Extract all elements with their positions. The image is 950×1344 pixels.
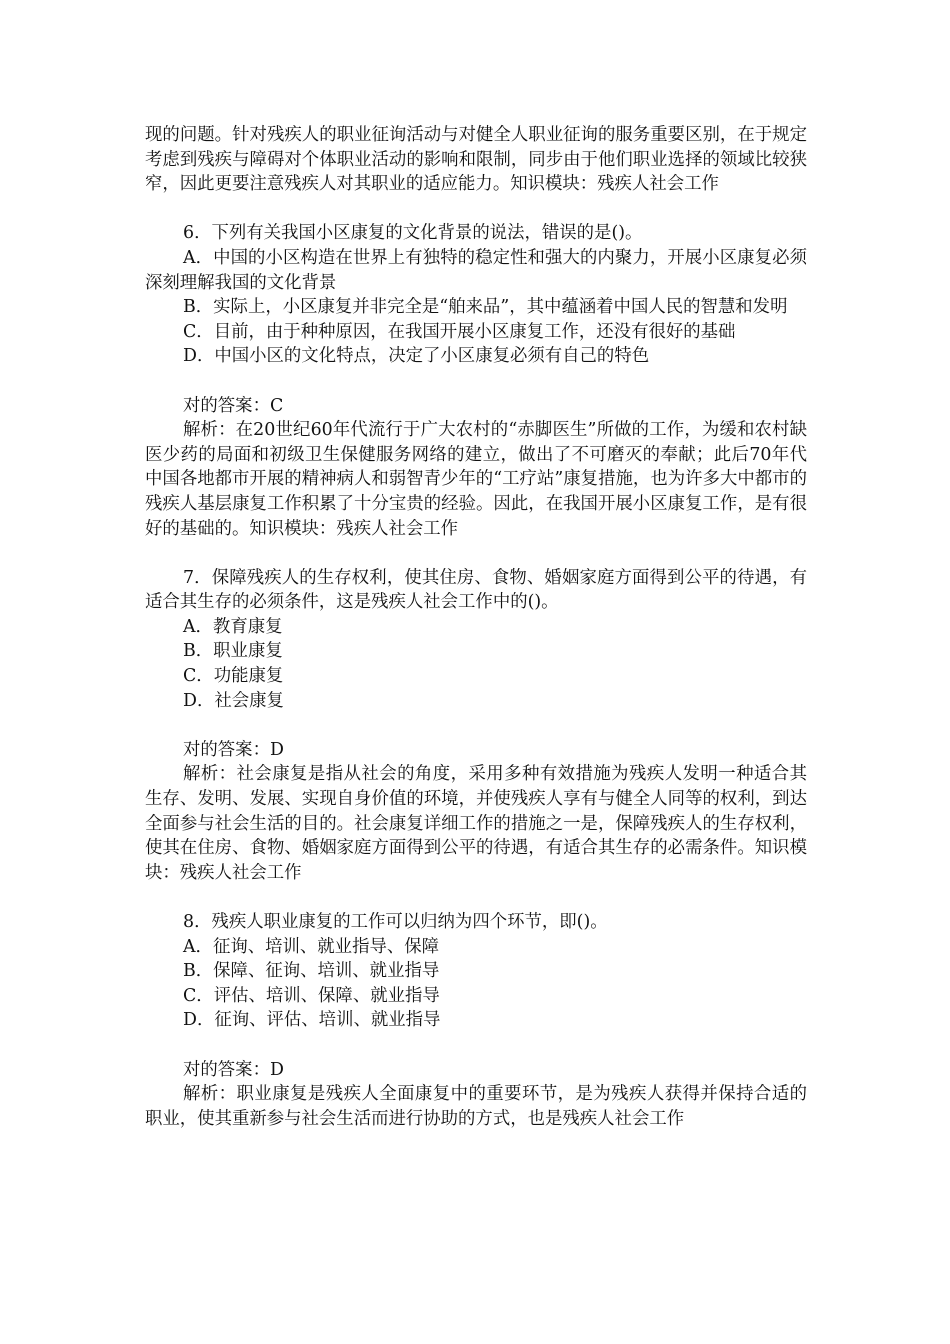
- question-7: 7．保障残疾人的生存权利，使其住房、食物、婚姻家庭方面得到公平的待遇，有适合其生存的必须条件，这是残疾人社会工作中的()。: [145, 567, 807, 613]
- question-7-option-b: B．职业康复: [183, 641, 283, 662]
- question-6-option-b: B．实际上，小区康复并非完全是“舶来品”，其中蕴涵着中国人民的智慧和发明: [183, 297, 788, 318]
- question-7-option-a: A．教育康复: [183, 616, 283, 637]
- question-6-option-c: C．目前，由于种种原因，在我国开展小区康复工作，还没有很好的基础: [183, 321, 736, 342]
- question-8-option-a: A．征询、培训、就业指导、保障: [183, 936, 440, 957]
- document-page: [145, 123, 807, 1131]
- question-7-answer: 对的答案：D: [183, 739, 284, 760]
- question-8-option-b: B．保障、征询、培训、就业指导: [183, 961, 440, 982]
- question-8-option-c: C．评估、培训、保障、就业指导: [183, 985, 440, 1006]
- question-8-option-d: D．征询、评估、培训、就业指导: [183, 1010, 441, 1031]
- spacer: [145, 197, 807, 222]
- spacer: [145, 885, 807, 910]
- question-8-answer: 对的答案：D: [183, 1059, 284, 1080]
- question-7-option-d: D．社会康复: [183, 690, 284, 711]
- question-6: 6．下列有关我国小区康复的文化背景的说法，错误的是()。: [183, 223, 643, 244]
- intro-paragraph: 现的问题。针对残疾人的职业征询活动与对健全人职业征询的服务重要区别，在于规定考虑到残疾与障碍对个体职业活动的影响和限制，同步由于他们职业选择的领域比较狭窄，因此更要注意残疾人对其职业的适应能力。知识模块：残疾人社会工作: [145, 125, 807, 195]
- question-6-option-a: A．中国的小区构造在世界上有独特的稳定性和强大的内聚力，开展小区康复必须深刻理解我国的文化背景: [145, 247, 807, 293]
- question-8-analysis: 解析：职业康复是残疾人全面康复中的重要环节，是为残疾人获得并保持合适的职业，使其重新参与社会生活而进行协助的方式，也是残疾人社会工作: [145, 1084, 807, 1129]
- spacer: [145, 713, 807, 738]
- question-6-answer: 对的答案：C: [183, 395, 284, 416]
- question-7-analysis: 解析：社会康复是指从社会的角度，采用多种有效措施为残疾人发明一种适合其生存、发明、发展、实现自身价值的环境，并使残疾人享有与健全人同等的权利，到达全面参与社会生活的目的。社会康复详细工作的措施之一是，保障残疾人的生存权利，使其在住房、食物、婚姻家庭方面得到公平的待遇，有适合其生存的必需条件。知识模块：残疾人社会工作: [145, 764, 807, 883]
- spacer: [145, 541, 807, 566]
- question-7-option-c: C．功能康复: [183, 666, 284, 687]
- spacer: [145, 1033, 807, 1058]
- question-6-option-d: D．中国小区的文化特点，决定了小区康复必须有自己的特色: [183, 346, 650, 367]
- question-8: 8．残疾人职业康复的工作可以归纳为四个环节，即()。: [183, 912, 608, 932]
- spacer: [145, 369, 807, 394]
- question-6-analysis: 解析：在20世纪60年代流行于广大农村的“赤脚医生”所做的工作，为缓和农村缺医少药的局面和初级卫生保健服务网络的建立，做出了不可磨灭的奉献；此后70年代中国各地都市开展的精神病人和弱智青少年的“工疗站”康复措施，也为许多大中都市的残疾人基层康复工作积累了十分宝贵的经验。因此，在我国开展小区康复工作，是有很好的基础的。知识模块：残疾人社会工作: [145, 420, 807, 539]
